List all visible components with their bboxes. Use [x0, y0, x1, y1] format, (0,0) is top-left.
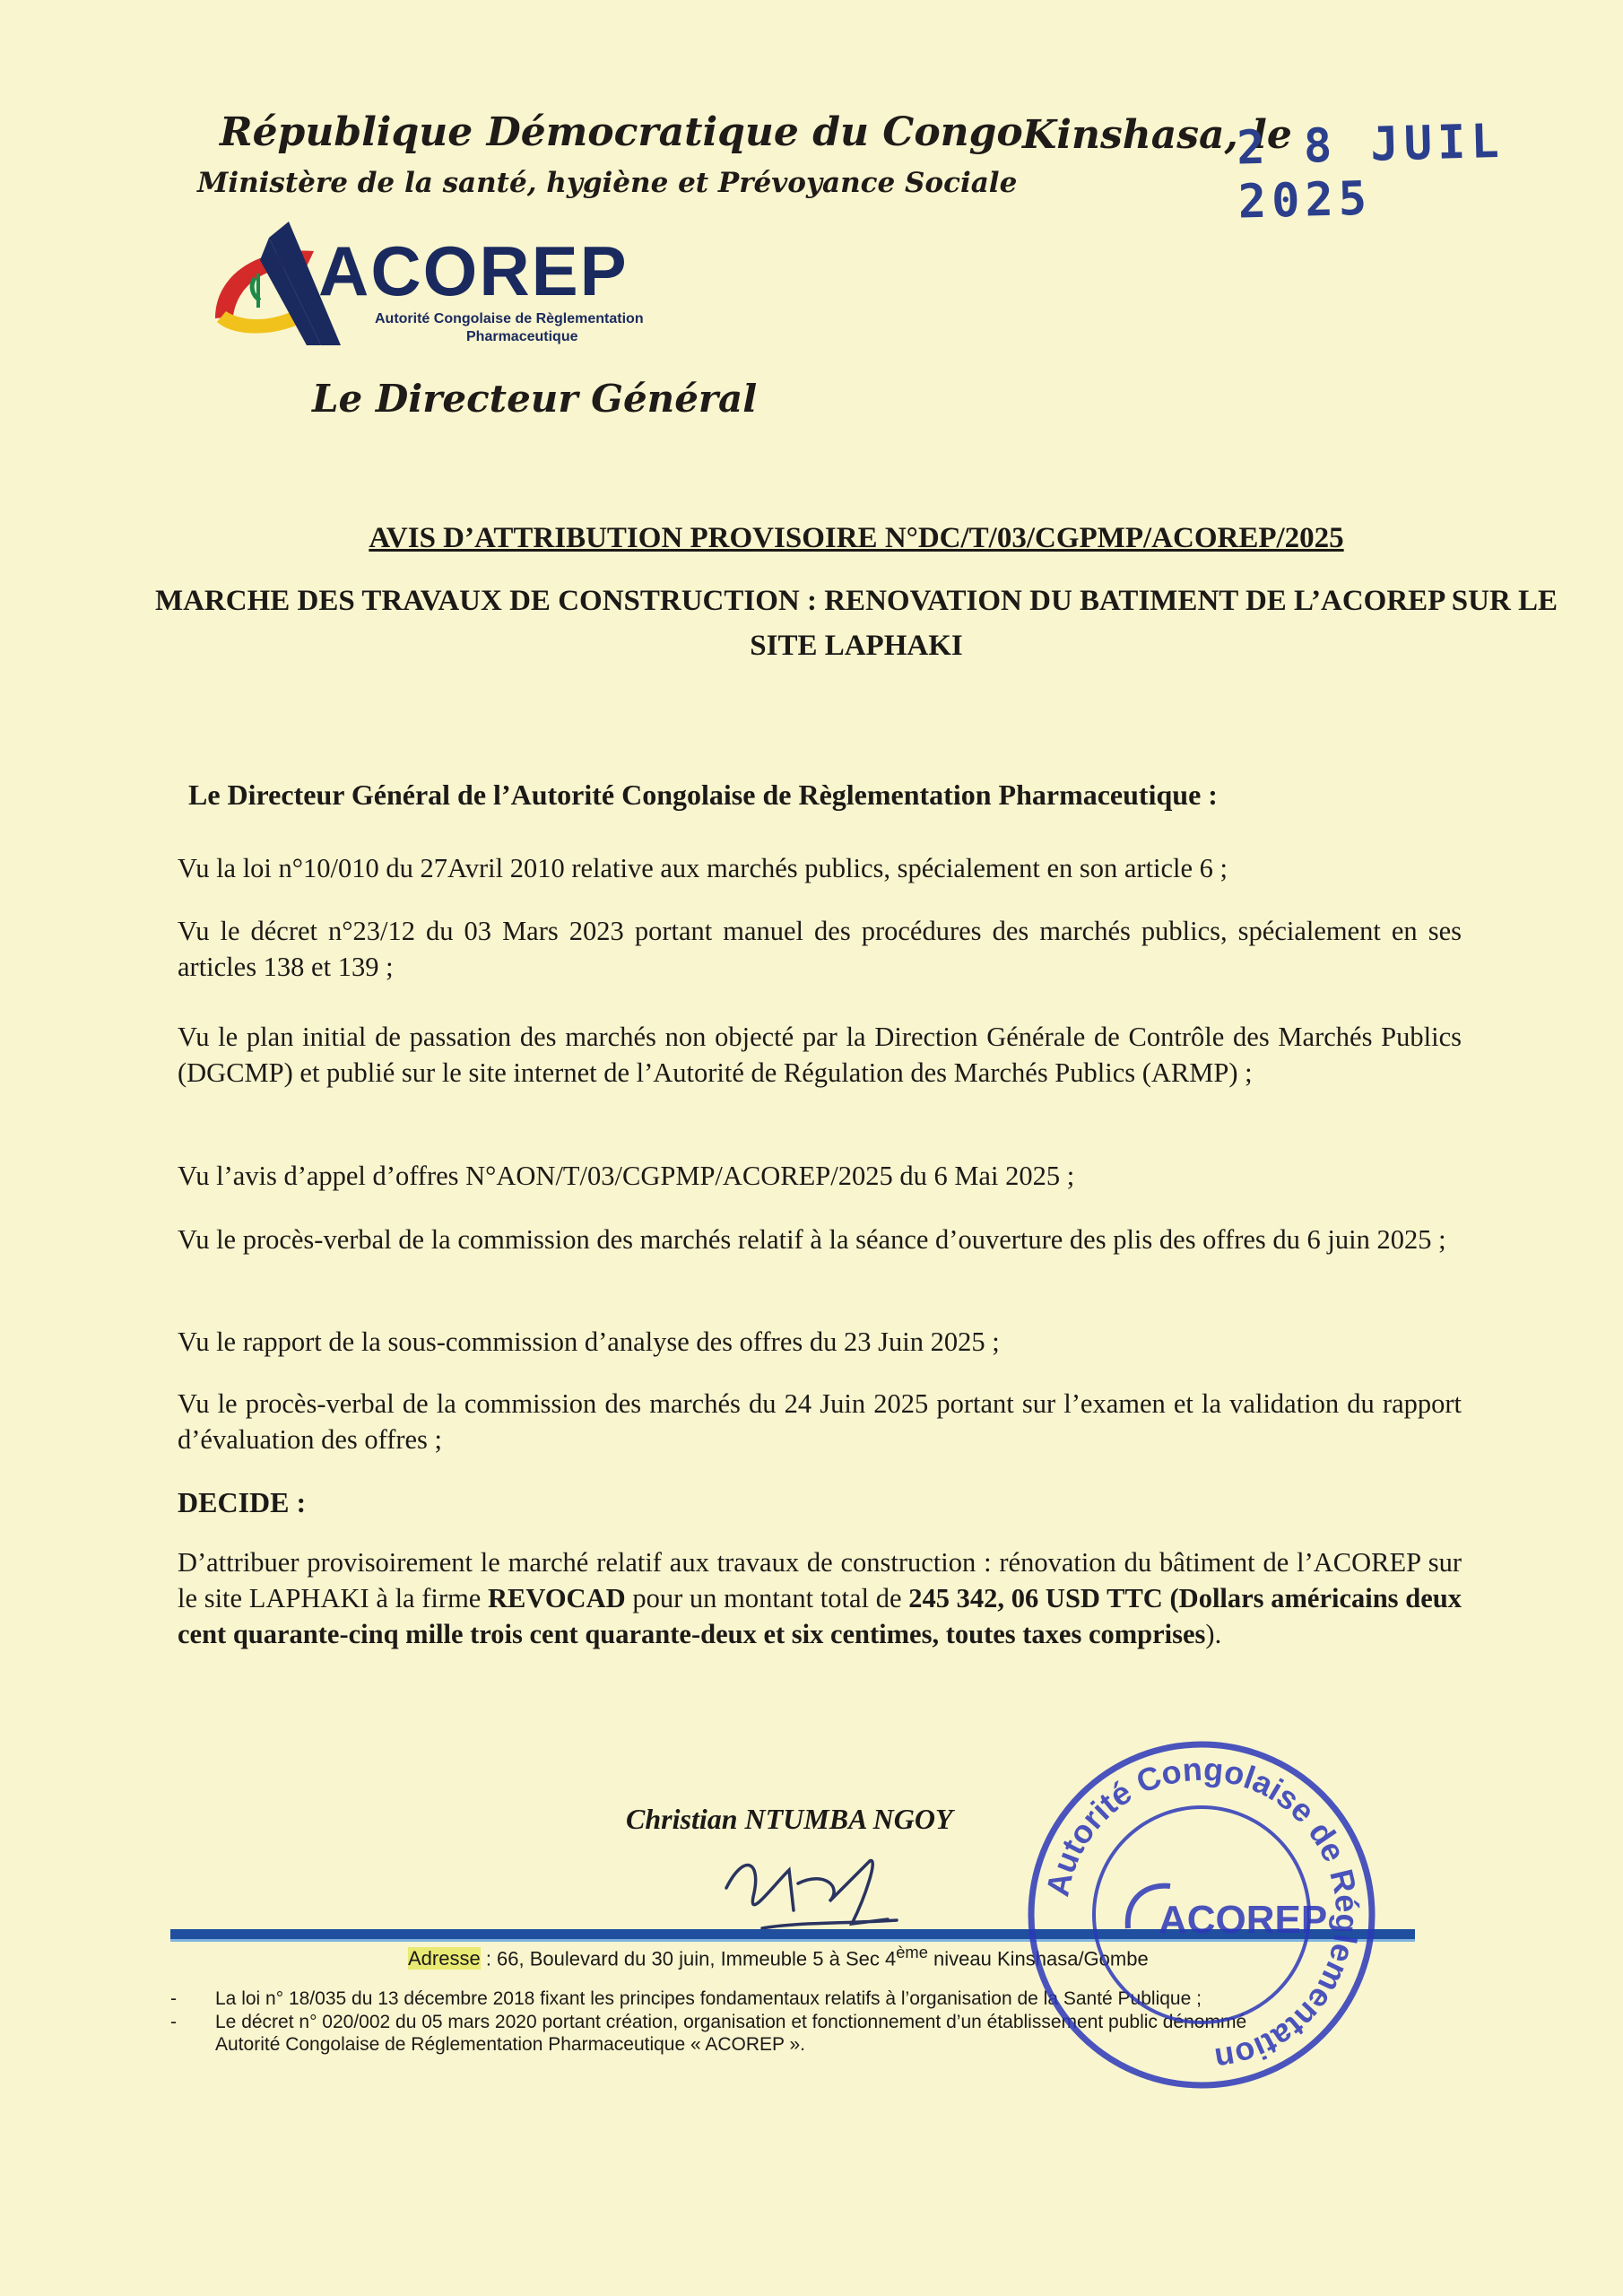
address-sup: ème — [896, 1943, 928, 1961]
seal-center-text: ACOREP — [1159, 1898, 1328, 1942]
legal-reference-1: - La loi n° 18/035 du 13 décembre 2018 fixant les principes fondamentaux relatifs à l’organisation de la Santé Publique ; — [170, 1988, 1202, 2009]
consideration-1: Vu la loi n°10/010 du 27Avril 2010 relative aux marchés publics, spécialement en son article 6 ; — [178, 853, 1228, 883]
ministry-heading: Ministère de la santé, hygiène et Prévoyance Sociale — [197, 167, 1018, 199]
logo-subtitle-2: Pharmaceutique — [466, 329, 578, 344]
handwritten-signature-icon — [708, 1834, 933, 1942]
decision-text-1: D’attribuer provisoirement le marché relatif aux travaux de construction : rénovation du bâtiment de l’ACOREP sur le site LAPHAKI à la firme — [178, 1547, 1462, 1613]
logo-name: ACOREP — [318, 231, 629, 310]
logo-subtitle: Autorité Congolaise de Règlementation — [375, 311, 644, 326]
legal-reference-2-cont: Autorité Congolaise de Réglementation Pharmaceutique « ACOREP ». — [215, 2034, 806, 2055]
address-prefix: Adresse — [408, 1947, 481, 1970]
director-title: Le Directeur Général — [312, 377, 758, 421]
legal-reference-2: - Le décret n° 020/002 du 05 mars 2020 portant création, organisation et fonctionnement d’un établissement public dénommé — [170, 2012, 1247, 2032]
decision-paragraph — [178, 1544, 1462, 1652]
awarded-firm: REVOCAD — [488, 1583, 626, 1613]
consideration-3: Vu le plan initial de passation des marchés non objecté par la Direction Générale de Contrôle des Marchés Publics (DGCMP) et publié sur le site internet de l’Autorité de Régulation des Marchés Publics (ARMP) ; — [178, 1022, 1462, 1088]
official-seal-icon — [1022, 1735, 1381, 2094]
intro-heading: Le Directeur Général de l’Autorité Congolaise de Règlementation Pharmaceutique : — [188, 778, 1218, 811]
notice-title: AVIS D’ATTRIBUTION PROVISOIRE N°DC/T/03/CGPMP/ACOREP/2025 — [369, 522, 1344, 554]
consideration-7: Vu le procès-verbal de la commission des marchés du 24 Juin 2025 portant sur l’examen et la validation du rapport d’évaluation des offres ; — [178, 1388, 1462, 1455]
consideration-6: Vu le rapport de la sous-commission d’analyse des offres du 23 Juin 2025 ; — [178, 1326, 1000, 1357]
address-text: : 66, Boulevard du 30 juin, Immeuble 5 à Sec 4 — [480, 1947, 897, 1970]
award-amount: 245 342, 06 USD TTC (Dollars américains deux cent quarante-cinq mille trois cent quarante-deux et six centimes, toutes taxes comprises — [178, 1583, 1462, 1649]
date-stamp: 2 8 JUIL 2025 — [1236, 114, 1506, 230]
seal-ring-text: Autorité Congolaise de Réglementation — [1038, 1750, 1367, 2079]
consideration-4: Vu l’avis d’appel d’offres N°AON/T/03/CGPMP/ACOREP/2025 du 6 Mai 2025 ; — [178, 1161, 1075, 1191]
acorep-logo — [206, 211, 726, 359]
republic-heading: République Démocratique du Congo — [220, 109, 1023, 155]
consideration-5: Vu le procès-verbal de la commission des marchés relatif à la séance d’ouverture des plis des offres du 6 juin 2025 ; — [178, 1224, 1446, 1255]
address-end: niveau Kinshasa/Gombe — [927, 1947, 1149, 1970]
decision-text-3: ). — [1205, 1619, 1222, 1649]
decision-text-2: pour un montant total de — [625, 1583, 909, 1613]
consideration-2: Vu le décret n°23/12 du 03 Mars 2023 portant manuel des procédures des marchés publics, spécialement en ses articles 138 et 139 ; — [178, 916, 1462, 982]
contract-title: MARCHE DES TRAVAUX DE CONSTRUCTION : RENOVATION DU BATIMENT DE L’ACOREP SUR LE SITE LAPHAKI — [154, 585, 1558, 662]
decide-heading: DECIDE : — [178, 1486, 307, 1518]
signatory-name: Christian NTUMBA NGOY — [626, 1803, 953, 1835]
city-label: Kinshasa, le — [1022, 112, 1292, 158]
